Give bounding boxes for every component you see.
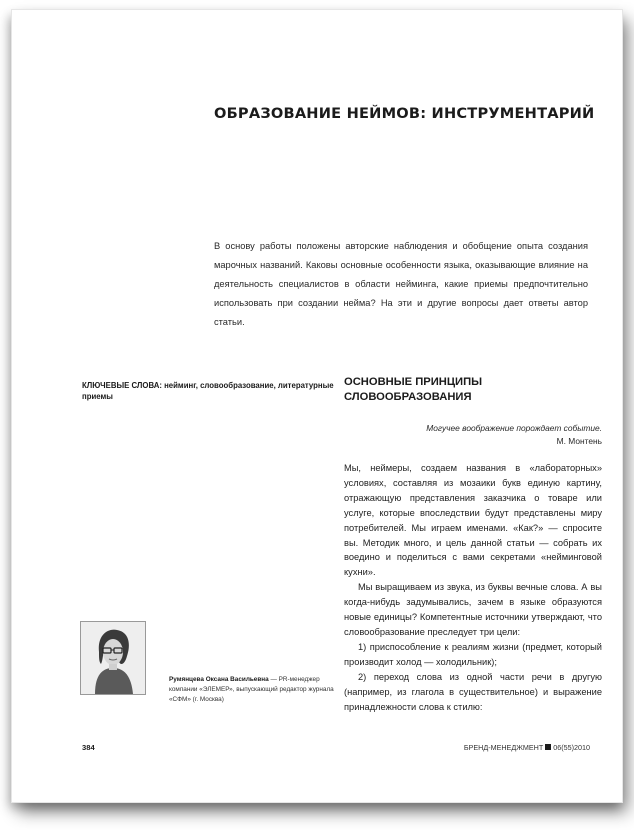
body-paragraph: Мы, неймеры, создаем названия в «лабораторных» условиях, составляя из мозаики букв единую картину, отражающую представления заказчика о товаре или услуге, которые впоследствии будут представлены миру потребителей. Мы играем именами. «Как?» — спросите вы. Методик много, и цель данной статьи — собрать их воедино и поделиться с вами секретами «нейминговой кухни». <box>344 463 602 578</box>
body-paragraph: 2) переход слова из одной части речи в другую (например, из глагола в существительное) и выражение принадлежности слова к стилю: <box>344 671 602 712</box>
journal-footer <box>464 743 590 752</box>
article-intro: В основу работы положены авторские наблюдения и обобщение опыта создания марочных названий. Каковы основные особенности языка, оказывающие влияние на деятельность специалистов в области нейминга, какие приемы предпочтительно использовать при создании нейма? На эти и другие вопросы дает ответы автор статьи. <box>214 241 588 327</box>
keywords-label: КЛЮЧЕВЫЕ СЛОВА: <box>82 381 162 390</box>
author-name: Румянцева Оксана Васильевна <box>169 676 269 683</box>
epigraph <box>344 422 602 448</box>
journal-page <box>12 10 622 802</box>
body-paragraph: Мы выращиваем из звука, из буквы вечные слова. А вы когда-нибудь задумывались, зачем в языке образуются новые единицы? Компетентные источники утверждают, что словообразование преследует три цели: <box>344 582 602 637</box>
body-paragraph: 1) приспособление к реалиям жизни (предмет, который производит холод — холодильник); <box>344 641 602 667</box>
square-bullet-icon <box>545 744 551 750</box>
journal-name: БРЕНД-МЕНЕДЖМЕНТ <box>463 743 544 752</box>
article-title: ОБРАЗОВАНИЕ НЕЙМОВ: ИНСТРУМЕНТАРИЙ <box>214 105 595 122</box>
epigraph-quote: Могучее воображение порождает событие. <box>426 423 602 433</box>
author-portrait-icon <box>81 622 145 694</box>
epigraph-author: М. Монтень <box>556 436 602 446</box>
article-body <box>344 461 602 714</box>
journal-issue: 06(55)2010 <box>553 743 590 752</box>
author-description: — PR-менеджер компании «ЭЛЕМЕР», выпускающий редактор журнала «СФМ» (г. Москва) <box>169 676 334 703</box>
author-info <box>169 675 339 705</box>
author-photo <box>80 621 146 695</box>
keywords-block <box>82 380 347 402</box>
section-title: ОСНОВНЫЕ ПРИНЦИПЫ СЛОВООБРАЗОВАНИЯ <box>344 376 483 403</box>
keywords-text: нейминг, словообразование, литературные приемы <box>82 381 334 401</box>
page-number: 384 <box>82 743 95 752</box>
